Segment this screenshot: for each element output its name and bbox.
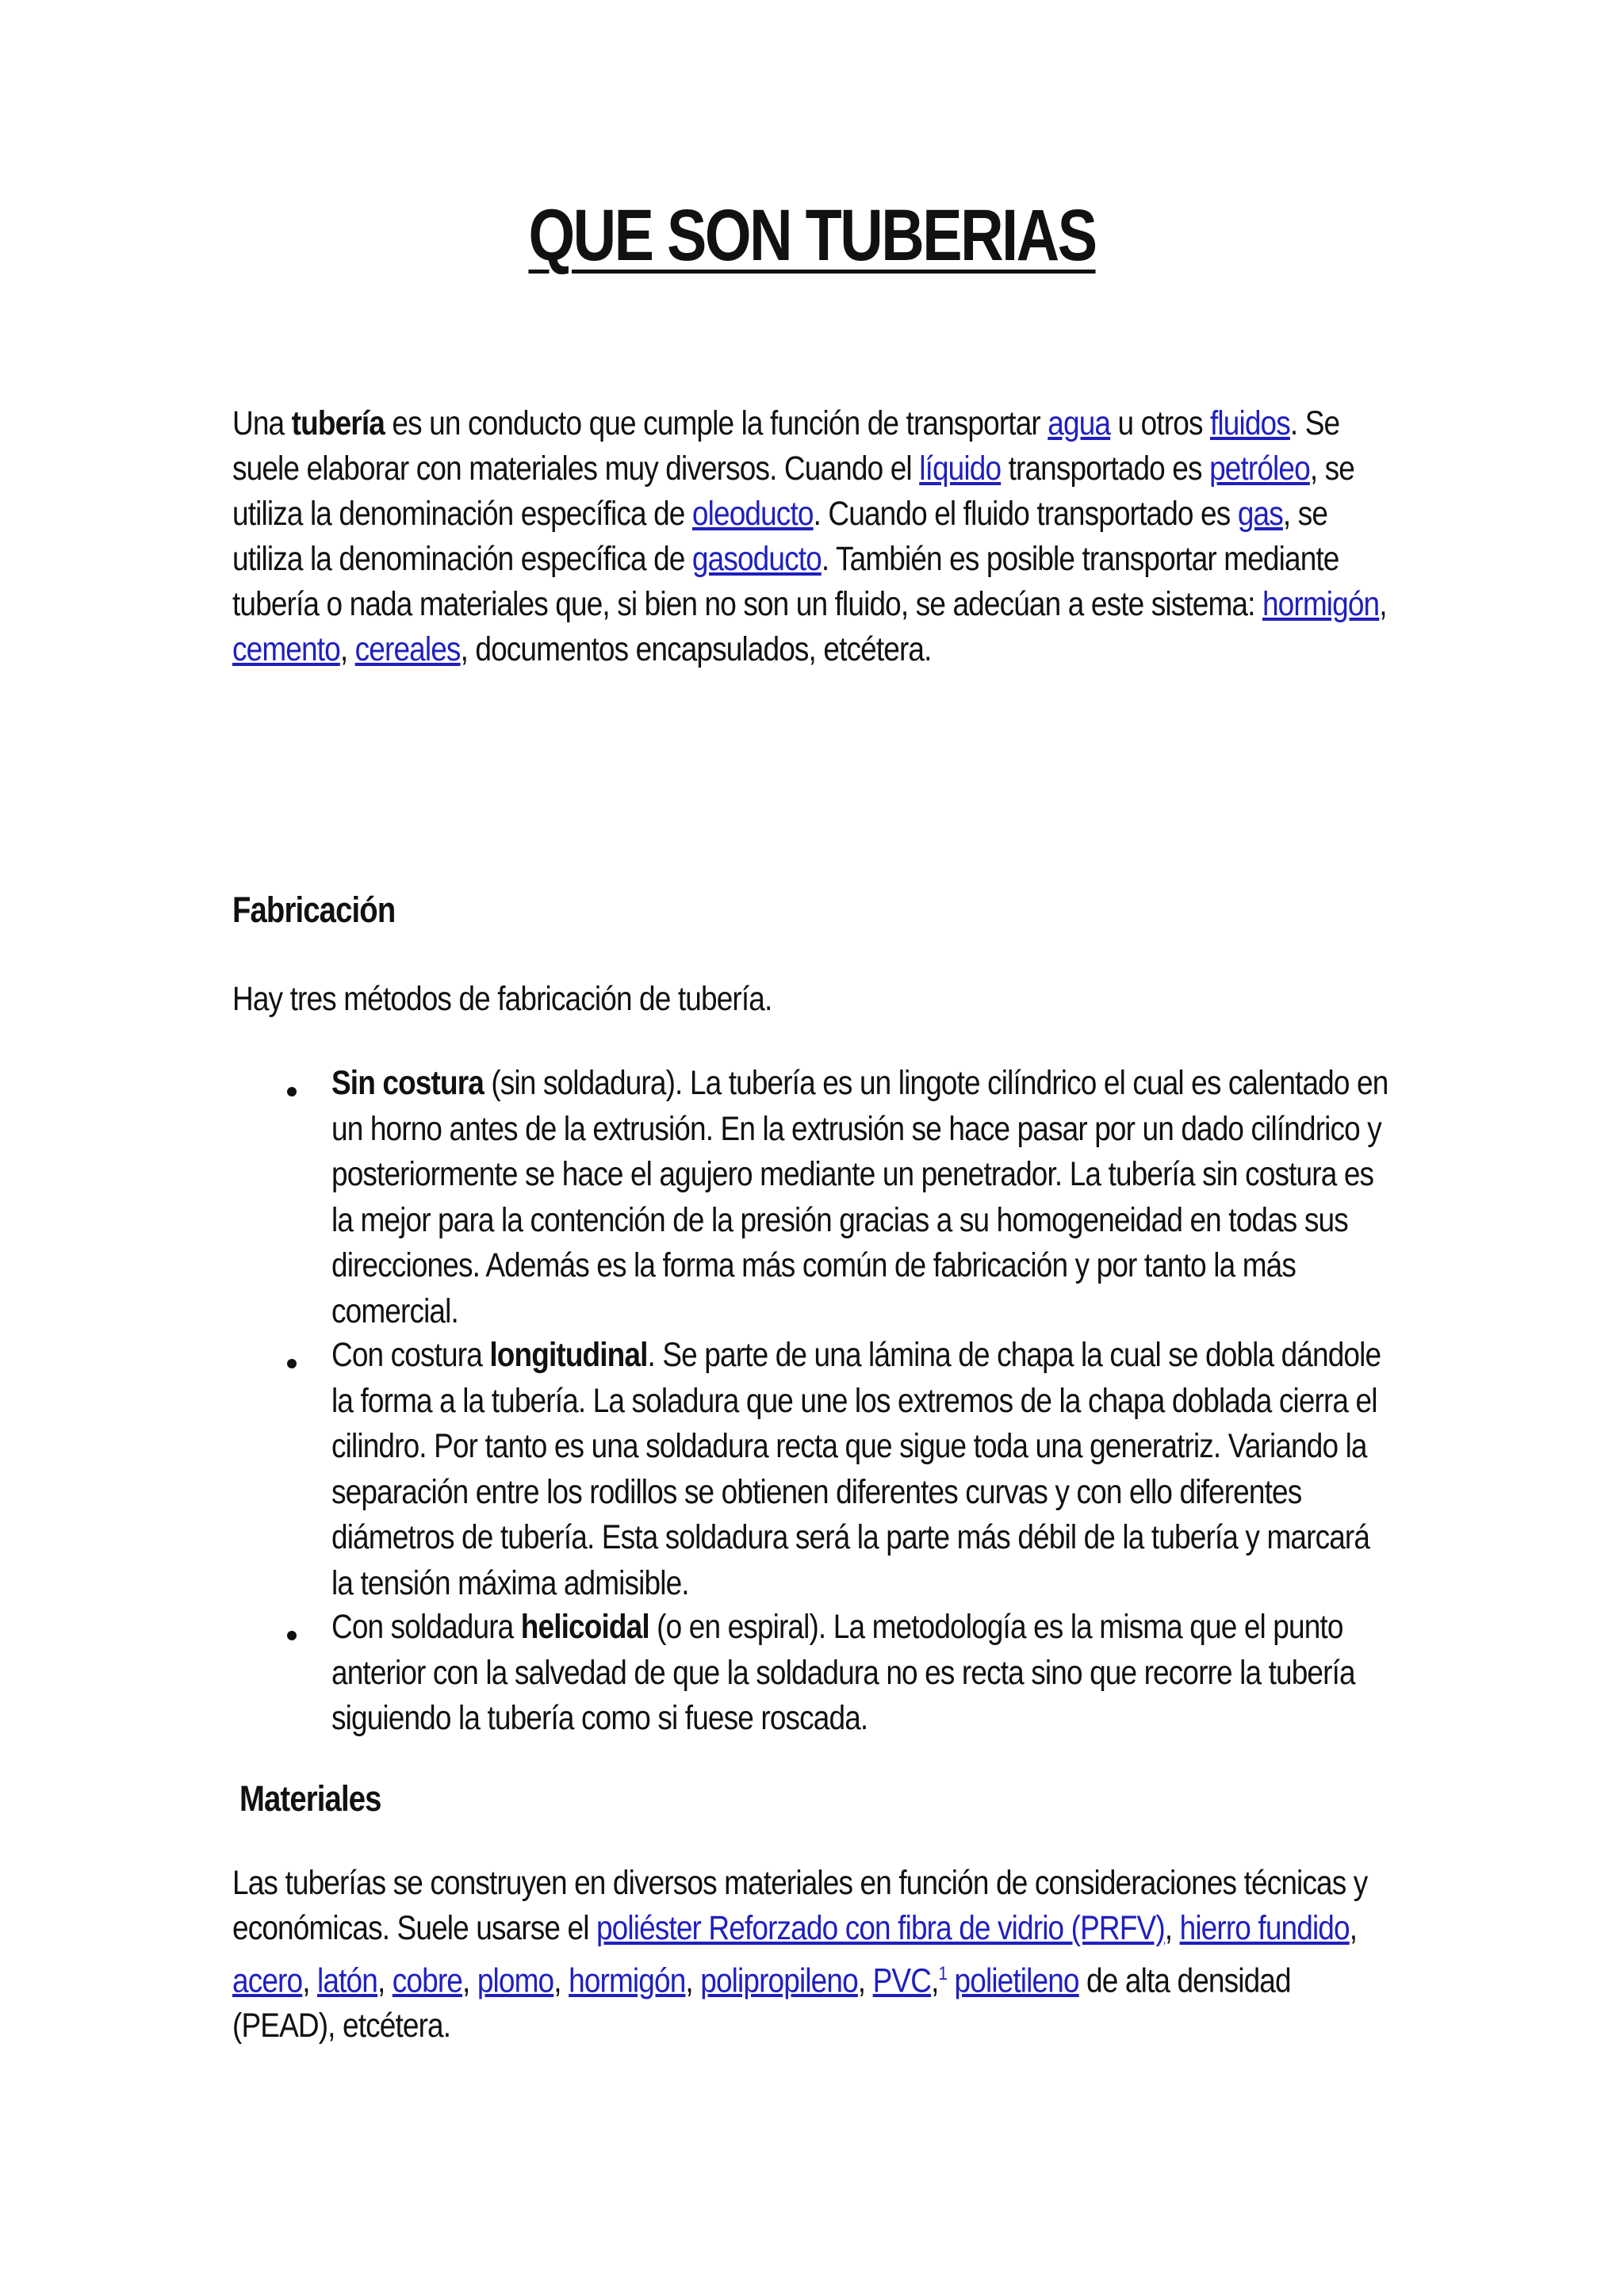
text: (o en espiral). La metodología es la misma que el punto anterior con la salvedad de que la soldadura no es recta sino que recorre la tubería siguiendo la tubería como si fuese roscada.: [331, 1608, 1355, 1737]
text: ,: [302, 1961, 318, 2000]
link-gasoducto[interactable]: gasoducto: [691, 540, 822, 578]
link-petroleo[interactable]: petróleo: [1209, 450, 1310, 488]
bold-term: tubería: [291, 404, 385, 442]
text: ,: [553, 1961, 569, 2000]
link-cereales[interactable]: cereales: [354, 630, 461, 668]
text: Las tuberías se construyen en diversos materiales en función de consideraciones técnicas y económicas. Suele usarse el: [232, 1864, 1368, 1947]
footnote-ref[interactable]: 1: [938, 1963, 948, 1984]
list-item-longitudinal: [331, 1333, 1396, 1606]
link-hormigon-2[interactable]: hormigón: [569, 1961, 686, 2000]
text: ,: [685, 1961, 701, 2000]
bullet-icon: [287, 1087, 297, 1096]
link-hierro-fundido[interactable]: hierro fundido: [1179, 1909, 1350, 1947]
text: ,: [1164, 1909, 1180, 1947]
text: Con costura: [331, 1336, 490, 1374]
link-polipropileno[interactable]: polipropileno: [700, 1961, 858, 2000]
text: ,: [1379, 585, 1387, 623]
page-title: QUE SON TUBERIAS: [528, 195, 1096, 276]
text: . Se suele elaborar con materiales muy diversos. Cuando el: [232, 404, 1340, 488]
link-laton[interactable]: latón: [317, 1961, 377, 2000]
bullet-icon: [287, 1631, 297, 1640]
link-prfv[interactable]: poliéster Reforzado con fibra de vidrio (PRFV): [596, 1909, 1165, 1947]
link-cemento[interactable]: cemento: [232, 630, 340, 668]
materiales-paragraph: [232, 1861, 1392, 2049]
bullet-icon: [287, 1359, 297, 1368]
section-heading-fabricacion: Fabricación: [232, 890, 396, 930]
bold-term: Sin costura: [331, 1064, 484, 1102]
intro-paragraph: [232, 401, 1392, 672]
text: [947, 1961, 954, 1999]
link-pvc[interactable]: PVC: [872, 1961, 932, 2000]
text: ,: [377, 1961, 393, 2000]
link-acero[interactable]: acero: [232, 1961, 303, 2000]
list-item-sin-costura: [331, 1061, 1396, 1334]
text: , se utiliza la denominación específica de: [232, 450, 1355, 533]
section-heading-materiales: Materiales: [239, 1778, 381, 1819]
text: . Cuando el fluido transportado es: [813, 495, 1238, 533]
text: u otros: [1110, 404, 1211, 442]
link-fluidos[interactable]: fluidos: [1210, 404, 1290, 442]
text: . Se parte de una lámina de chapa la cual se dobla dándole la forma a la tubería. La soladura que une los extremos de la chapa doblada cierra el cilindro. Por tanto es una soldadura recta que sigue toda una generatriz. Variando la separación entre los rodillos se obtienen diferentes curvas y con ello diferentes diámetros de tubería. Esta soldadura será la parte más débil de la tubería y marcará la tensión máxima admisible.: [331, 1336, 1381, 1602]
text: ,: [857, 1961, 873, 2000]
text: Hay tres métodos de fabricación de tubería.: [232, 980, 772, 1018]
link-polietileno[interactable]: polietileno: [954, 1961, 1079, 2000]
link-gas[interactable]: gas: [1237, 495, 1283, 533]
text: de alta densidad (PEAD), etcétera.: [232, 1961, 1291, 2045]
link-cobre[interactable]: cobre: [392, 1961, 463, 2000]
text: Con soldadura: [331, 1608, 521, 1646]
text: , se utiliza la denominación específica de: [232, 495, 1328, 578]
link-agua[interactable]: agua: [1048, 404, 1111, 442]
text: (sin soldadura). La tubería es un lingote cilíndrico el cual es calentado en un horno antes de la extrusión. En la extrusión se hace pasar por un dado cilíndrico y posteriormente se hace el agujero mediante un penetrador. La tubería sin costura es la mejor para la contención de la presión gracias a su homogeneidad en todas sus direcciones. Además es la forma más común de fabricación y por tanto la más comercial.: [331, 1064, 1388, 1330]
link-oleoducto[interactable]: oleoducto: [691, 495, 814, 533]
text: ,: [339, 630, 355, 668]
text: , documentos encapsulados, etcétera.: [460, 630, 932, 668]
link-hormigon[interactable]: hormigón: [1262, 585, 1380, 623]
link-plomo[interactable]: plomo: [477, 1961, 554, 2000]
text: Una: [232, 404, 292, 442]
text: ,: [931, 1961, 939, 2000]
text: ,: [1349, 1909, 1358, 1947]
text: transportado es: [1001, 450, 1210, 488]
text: es un conducto que cumple la función de transportar: [384, 404, 1048, 442]
text: ,: [462, 1961, 477, 2000]
text: . También es posible transportar mediante tubería o nada materiales que, si bien no son un fluido, se adecúan a este sistema:: [232, 540, 1339, 623]
list-item-helicoidal: [331, 1605, 1396, 1742]
fabricacion-intro: [232, 977, 1255, 1022]
bold-term: helicoidal: [520, 1608, 649, 1646]
bold-term: longitudinal: [489, 1336, 648, 1374]
link-liquido[interactable]: líquido: [919, 450, 1002, 488]
